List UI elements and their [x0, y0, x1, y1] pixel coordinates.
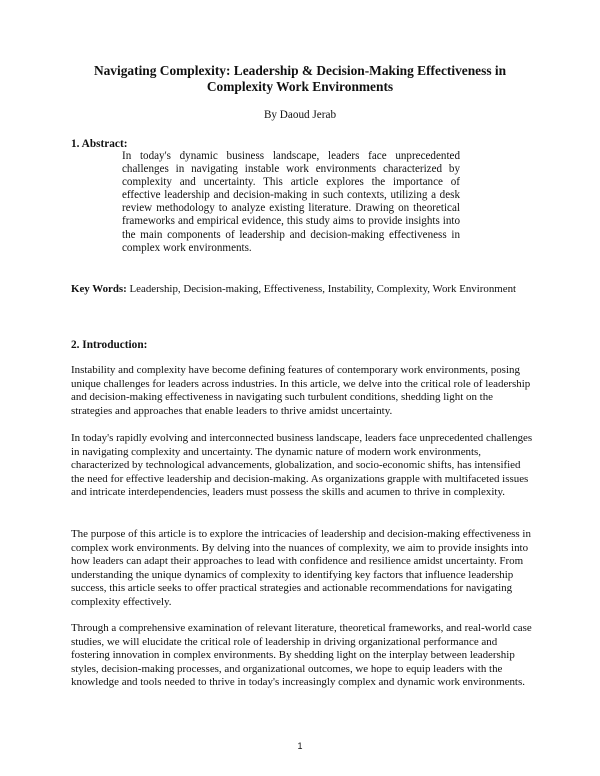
- intro-paragraph-3: The purpose of this article is to explore the intricacies of leadership and decision-making effectiveness in complex work environments. By delving into the nuances of complexity, we aim to provide insights into how leaders can adapt their approaches to lead with confidence and resilience amidst uncertainty. From understanding the unique dynamics of complexity to identifying key factors that influence leadership success, this article seeks to offer practical strategies and actionable recommendations for navigating complexity effectively.: [71, 528, 531, 608]
- page-number: 1: [297, 741, 303, 751]
- intro-paragraph-1: Instability and complexity have become defining features of contemporary work environments, posing unique challenges for leaders across industries. In this article, we delve into the critical role of leadership and decision-making effectiveness in navigating such turbulent conditions, shedding light on the strategies and approaches that enable leaders to thrive amidst uncertainty.: [71, 364, 531, 417]
- keywords-label: Key Words:: [71, 283, 127, 295]
- keywords: [71, 283, 521, 296]
- author-line: By Daoud Jerab: [263, 109, 337, 121]
- paper-title: Navigating Complexity: Leadership & Decision-Making Effectiveness in Complexity Work Environments: [93, 63, 507, 94]
- keywords-text: Leadership, Decision-making, Effectiveness, Instability, Complexity, Work Environment: [126, 283, 517, 295]
- intro-paragraph-2: In today's rapidly evolving and interconnected business landscape, leaders face unprecedented challenges in navigating complexity and uncertainty. The dynamic nature of modern work environments, characterized by technological advancements, globalization, and socio-economic shifts, has intensified the need for effective leadership and decision-making. As organizations grapple with multifaceted issues and intricate interdependencies, leaders must possess the skills and acumen to thrive in complexity.: [71, 432, 533, 499]
- abstract-heading: 1. Abstract:: [71, 138, 128, 150]
- introduction-heading: 2. Introduction:: [71, 339, 148, 351]
- abstract-text: In today's dynamic business landscape, leaders face unprecedented challenges in navigating instable work environments characterized by complexity and uncertainty. This article explores the importance of effective leadership and decision-making in such contexts, utilizing a desk review methodology to analyze existing literature. Drawing on theoretical frameworks and empirical evidence, this study aims to provide insights into the main components of leadership and decision-making effectiveness in complex work environments.: [122, 150, 460, 254]
- intro-paragraph-4: Through a comprehensive examination of relevant literature, theoretical frameworks, and real-world case studies, we will elucidate the critical role of leadership in driving organizational performance and fostering innovation in complex environments. By shedding light on the interplay between leadership styles, decision-making processes, and organizational outcomes, we hope to equip leaders with the knowledge and tools needed to thrive in today's increasingly complex and dynamic work environments.: [71, 622, 532, 689]
